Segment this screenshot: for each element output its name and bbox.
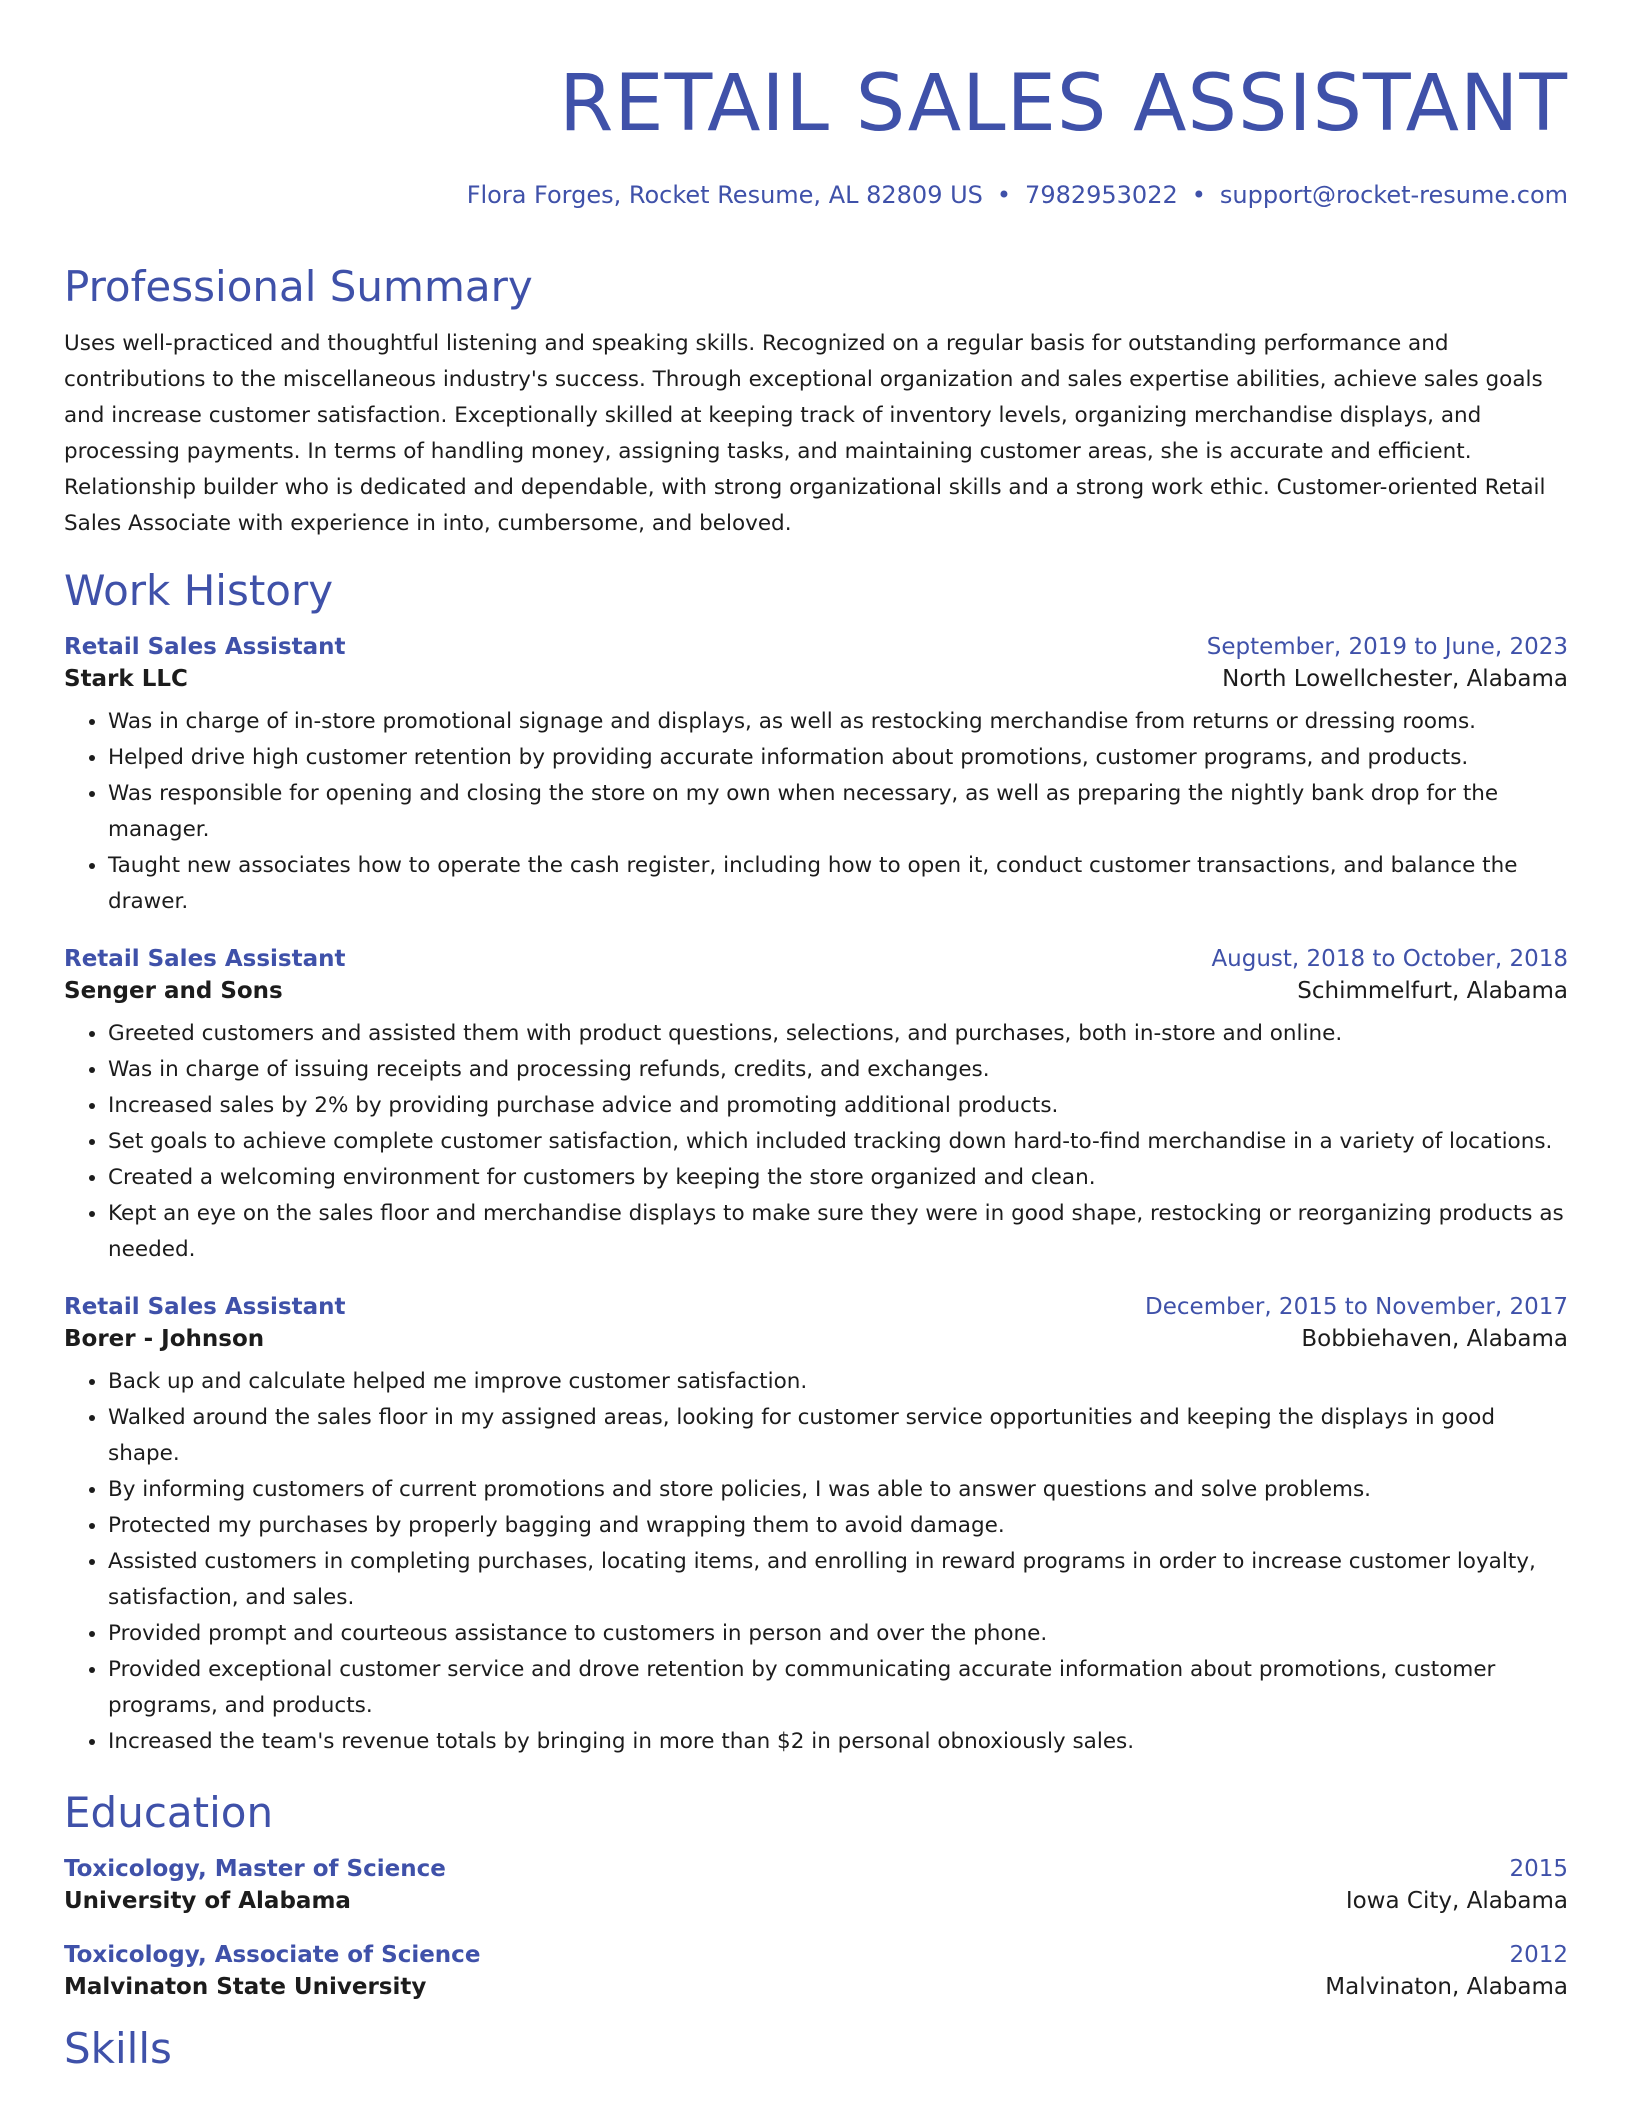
list-item: • Increased the team's revenue totals by bringing in more than $2 in personal obnoxiously sales. [108, 1724, 1568, 1760]
summary-text: Uses well-practiced and thoughtful listening and speaking skills. Recognized on a regular basis for outstanding performance and contributions to the miscellaneous industry's success. Through exceptional organization and sales expertise abilities, achieve sales goals and increase customer satisfaction. Exceptionally skilled at keeping track of inventory levels, organizing merchandise displays, and processing payments. In terms of handling money, assigning tasks, and maintaining customer areas, she is accurate and efficient. Relationship builder who is dedicated and dependable, with strong organizational skills and a strong work ethic. Customer-oriented Retail Sales Associate with experience in into, cumbersome, and beloved. [64, 331, 1546, 536]
education-entry [64, 1856, 1568, 1914]
list-item: • Was in charge of issuing receipts and processing refunds, credits, and exchanges. [108, 1052, 1568, 1088]
job-title: Retail Sales Assistant [64, 1294, 346, 1320]
degree-name: Toxicology, Associate of Science [64, 1942, 481, 1968]
company-name: Stark LLC [64, 666, 188, 692]
list-item: • Was in charge of in-store promotional signage and displays, as well as restocking merchandise from returns or dressing rooms. [108, 704, 1568, 740]
list-item: • Walked around the sales floor in my assigned areas, looking for customer service opportunities and keeping the displays in good shape. [108, 1400, 1568, 1472]
job-bullets [64, 704, 1568, 920]
school-name: Malvinaton State University [64, 1974, 427, 2000]
list-item: • Increased sales by 2% by providing purchase advice and promoting additional products. [108, 1088, 1568, 1124]
graduation-year: 2012 [1509, 1942, 1568, 1968]
list-item: • Greeted customers and assisted them with product questions, selections, and purchases, both in-store and online. [108, 1016, 1568, 1052]
graduation-year: 2015 [1509, 1856, 1568, 1882]
job-dates: December, 2015 to November, 2017 [1145, 1294, 1568, 1320]
list-item: • Taught new associates how to operate the cash register, including how to open it, conduct customer transactions, and balance the drawer. [108, 848, 1568, 920]
job-title: Retail Sales Assistant [64, 946, 346, 972]
degree-name: Toxicology, Master of Science [64, 1856, 446, 1882]
job-dates: September, 2019 to June, 2023 [1206, 634, 1568, 660]
job-location: Bobbiehaven, Alabama [1301, 1326, 1568, 1352]
work-history-heading: Work History [64, 566, 334, 615]
education-entry [64, 1942, 1568, 2000]
job-entry [64, 634, 1568, 920]
job-location: North Lowellchester, Alabama [1222, 666, 1568, 692]
list-item: • Set goals to achieve complete customer satisfaction, which included tracking down hard-to-find merchandise in a variety of locations. [108, 1124, 1568, 1160]
list-item: • Created a welcoming environment for customers by keeping the store organized and clean. [108, 1160, 1568, 1196]
skills-heading: Skills [64, 2024, 172, 2073]
list-item: • Protected my purchases by properly bagging and wrapping them to avoid damage. [108, 1508, 1568, 1544]
list-item: • Back up and calculate helped me improve customer satisfaction. [108, 1364, 1568, 1400]
contact-line [467, 178, 1568, 212]
job-bullets [64, 1016, 1568, 1268]
education-heading: Education [64, 1788, 274, 1837]
school-name: University of Alabama [64, 1888, 351, 1914]
job-bullets [64, 1364, 1568, 1760]
list-item: • Provided prompt and courteous assistance to customers in person and over the phone. [108, 1616, 1568, 1652]
contact-address: Flora Forges, Rocket Resume, AL 82809 US [466, 181, 983, 209]
school-location: Iowa City, Alabama [1345, 1888, 1568, 1914]
contact-phone[interactable]: 7982953022 [1025, 181, 1178, 209]
job-dates: August, 2018 to October, 2018 [1211, 946, 1568, 972]
contact-separator: • [996, 181, 1012, 209]
list-item: • Kept an eye on the sales floor and merchandise displays to make sure they were in good shape, restocking or reorganizing products as needed. [108, 1196, 1568, 1268]
list-item: • Provided exceptional customer service and drove retention by communicating accurate information about promotions, customer programs, and products. [108, 1652, 1568, 1724]
company-name: Borer - Johnson [64, 1326, 265, 1352]
list-item: • By informing customers of current promotions and store policies, I was able to answer questions and solve problems. [108, 1472, 1568, 1508]
resume-title: RETAIL SALES ASSISTANT [559, 59, 1568, 149]
job-entry [64, 1294, 1568, 1760]
list-item: • Was responsible for opening and closing the store on my own when necessary, as well as preparing the nightly bank drop for the manager. [108, 776, 1568, 848]
contact-email[interactable]: support@rocket-resume.com [1219, 181, 1568, 209]
job-location: Schimmelfurt, Alabama [1297, 978, 1568, 1004]
job-title: Retail Sales Assistant [64, 634, 346, 660]
school-location: Malvinaton, Alabama [1325, 1974, 1568, 2000]
job-entry [64, 946, 1568, 1268]
contact-separator: • [1191, 181, 1206, 209]
list-item: • Helped drive high customer retention by providing accurate information about promotions, customer programs, and products. [108, 740, 1568, 776]
company-name: Senger and Sons [64, 978, 283, 1004]
summary-heading: Professional Summary [64, 262, 533, 311]
list-item: • Assisted customers in completing purchases, locating items, and enrolling in reward programs in order to increase customer loyalty, satisfaction, and sales. [108, 1544, 1568, 1616]
